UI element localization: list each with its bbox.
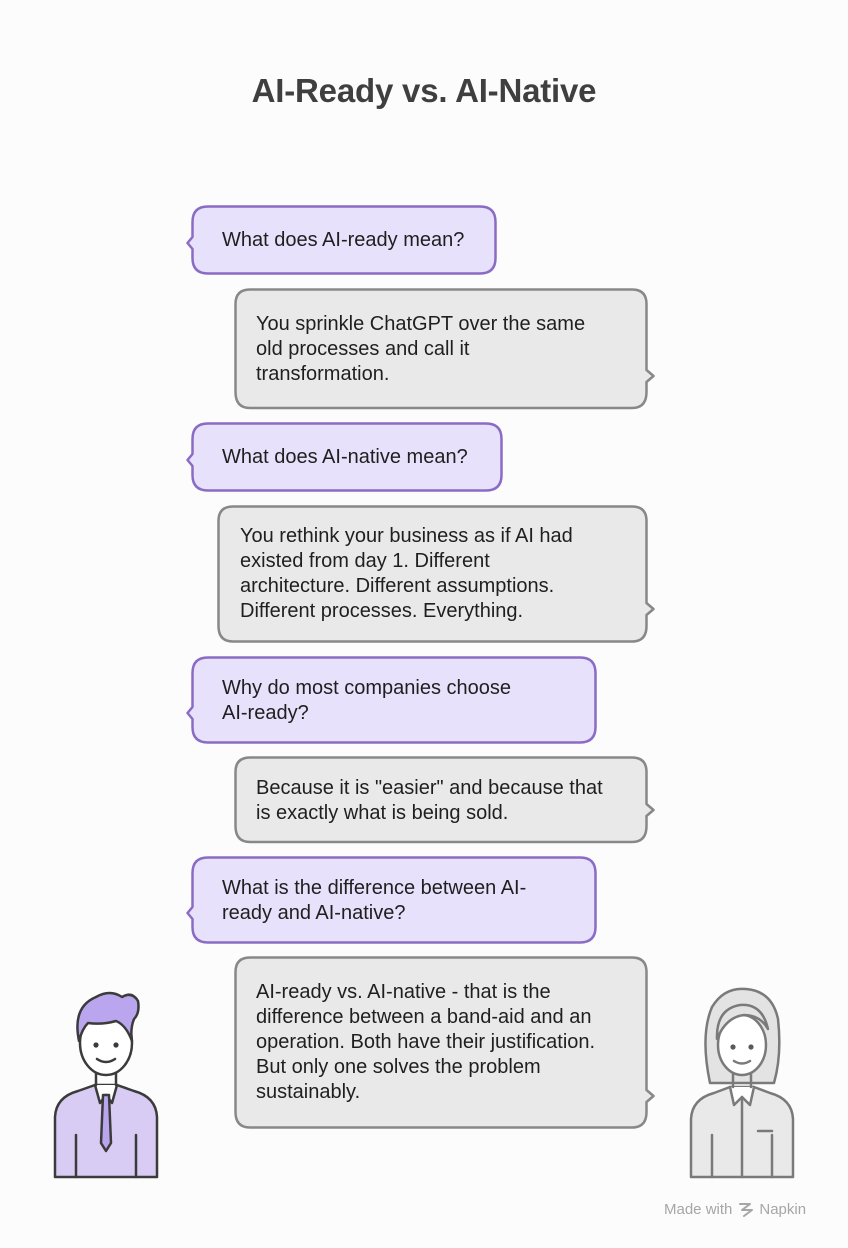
answer-ai-ready: You sprinkle ChatGPT over the same old processes and call it transformation.	[256, 313, 586, 385]
answer-ai-native: You rethink your business as if AI had existed from day 1. Different architecture. Different assumptions. Different processes. Everything.	[240, 525, 573, 622]
question-what-ai-native: What does AI-native mean?	[222, 446, 468, 468]
question-why-ai-ready: Why do most companies choose AI-ready?	[222, 677, 512, 724]
question-what-ai-ready: What does AI-ready mean?	[222, 229, 465, 251]
answer-difference: AI-ready vs. AI-native - that is the difference between a band-aid and an operation. Both have their justification. But only one solves the problem sustainably.	[256, 981, 596, 1103]
woman-avatar-icon	[686, 985, 798, 1180]
watermark	[664, 1200, 806, 1218]
watermark-prefix: Made with	[664, 1200, 733, 1218]
man-avatar-icon	[50, 985, 162, 1180]
watermark-brand: Napkin	[759, 1200, 807, 1218]
napkin-logo-icon	[737, 1200, 755, 1218]
question-difference: What is the difference between AI- ready and AI-native?	[222, 877, 527, 924]
answer-why-ai-ready: Because it is "easier" and because that is exactly what is being sold.	[256, 777, 603, 824]
page-title: AI-Ready vs. AI-Native	[251, 72, 597, 109]
